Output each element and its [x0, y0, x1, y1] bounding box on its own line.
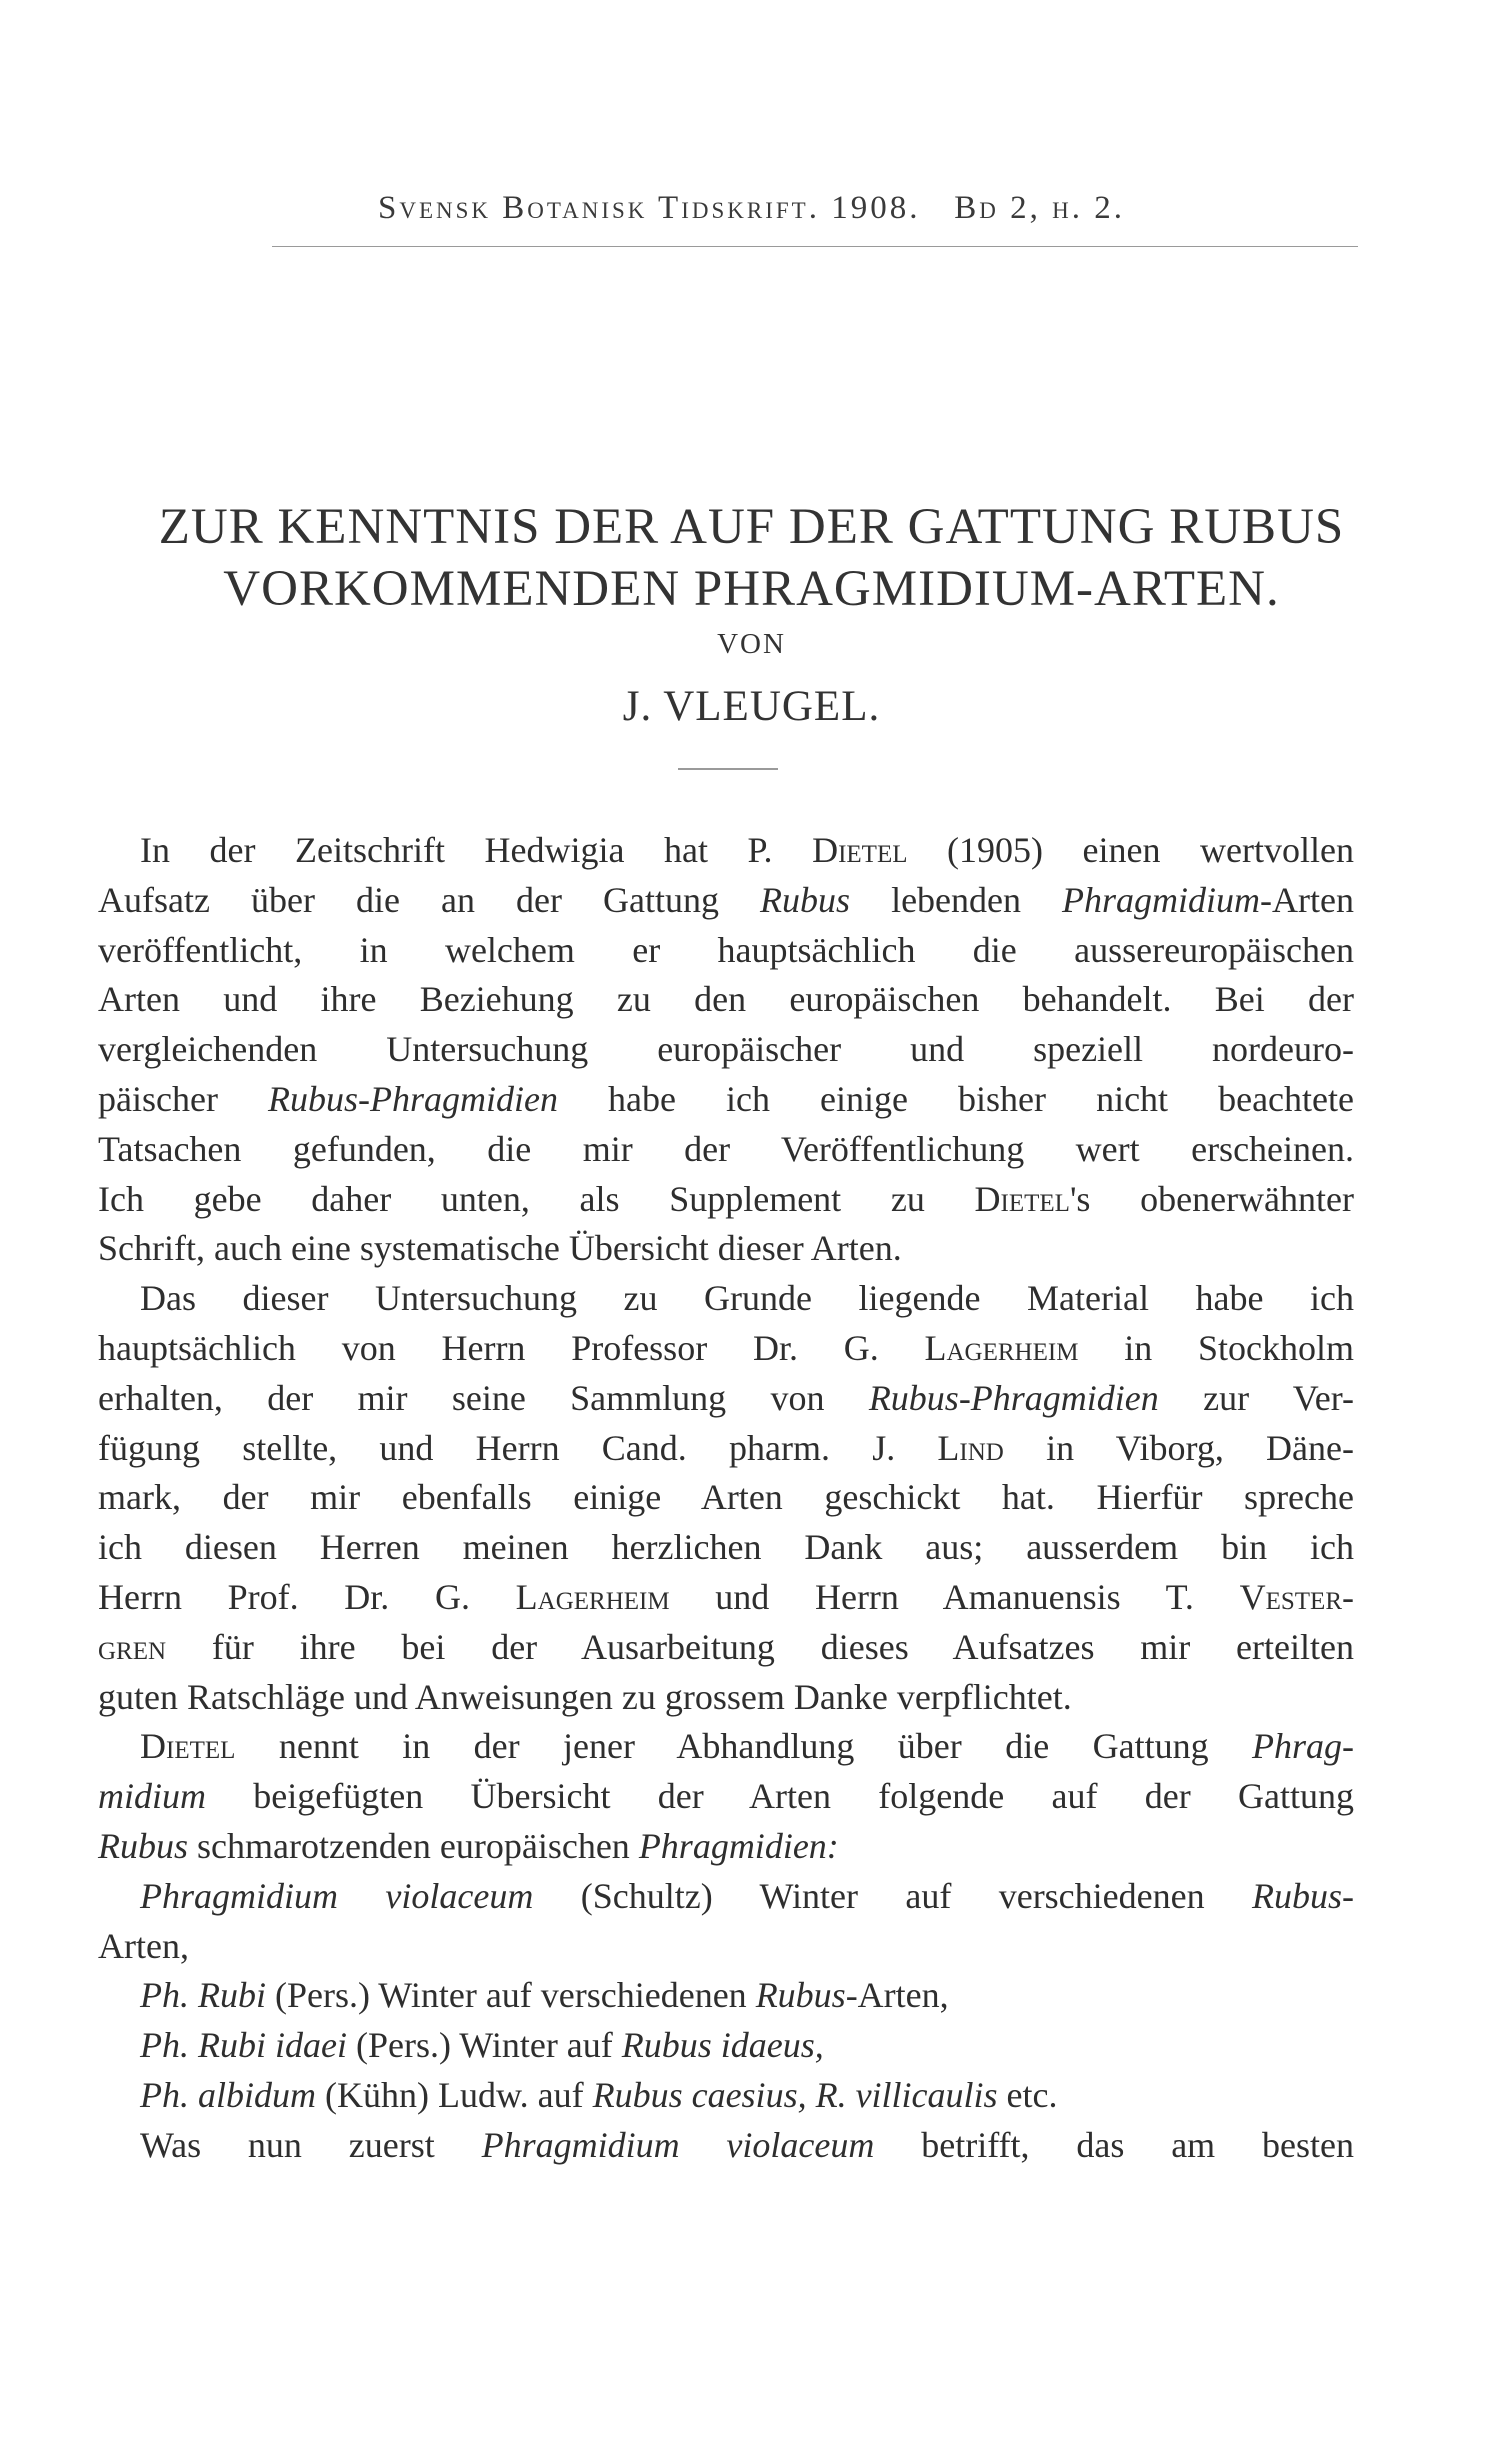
- text-line: mark, der mir ebenfalls einige Arten geschickt hat. Hierfür spreche: [98, 1477, 1354, 1518]
- text-line: ich diesen Herren meinen herzlichen Dank aus; ausserdem bin ich: [98, 1527, 1354, 1568]
- author-ref: Dietel: [974, 1178, 1070, 1219]
- journal-name: Svensk Botanisk Tidskrift.: [378, 190, 820, 226]
- text-line: erhalten, der mir seine Sammlung von Rubus-Phragmidien zur Ver-: [98, 1377, 1354, 1418]
- author-ref: Lagerheim: [515, 1576, 670, 1617]
- title-rule: [678, 768, 778, 770]
- text-line: Das dieser Untersuchung zu Grunde liegende Material habe ich: [140, 1278, 1354, 1319]
- author-ref: Vester-: [1239, 1576, 1354, 1617]
- text-line: veröffentlicht, in welchem er hauptsächlich die aussereuropäischen: [98, 929, 1354, 970]
- text-line: gren für ihre bei der Ausarbeitung dieses Aufsatzes mir erteilten: [98, 1626, 1354, 1667]
- text-line: Dietel nennt in der jener Abhandlung über die Gattung Phrag-: [140, 1726, 1354, 1767]
- header-rule: [272, 246, 1358, 247]
- text-line: Herrn Prof. Dr. G. Lagerheim und Herrn Amanuensis T. Vester-: [98, 1576, 1354, 1617]
- text-line: midium beigefügten Übersicht der Arten folgende auf der Gattung: [98, 1776, 1354, 1817]
- text-line: fügung stellte, und Herrn Cand. pharm. J. Lind in Viborg, Däne-: [98, 1427, 1354, 1468]
- author-name: J. VLEUGEL.: [622, 683, 881, 730]
- text-line: päischer Rubus-Phragmidien habe ich einige bisher nicht beachtete: [98, 1078, 1354, 1119]
- species-entry-cont: Arten,: [98, 1925, 189, 1966]
- journal-volume: Bd 2, h. 2.: [954, 190, 1125, 226]
- title-line-1: ZUR KENNTNIS DER AUF DER GATTUNG RUBUS: [158, 499, 1345, 555]
- article-body: [98, 826, 1354, 2171]
- author-ref: gren: [98, 1626, 167, 1667]
- text-line: In der Zeitschrift Hedwigia hat P. Dietel (1905) einen wertvollen: [140, 830, 1354, 870]
- text-line: Ich gebe daher unten, als Supplement zu Dietel's obenerwähnter: [98, 1178, 1354, 1219]
- species-entry: Ph. Rubi (Pers.) Winter auf verschiedenen Rubus-Arten,: [140, 1975, 949, 2016]
- species-entry: Ph. Rubi idaei (Pers.) Winter auf Rubus idaeus,: [140, 2025, 824, 2066]
- text-line: Tatsachen gefunden, die mir der Veröffentlichung wert erscheinen.: [98, 1128, 1354, 1169]
- species-entry: Ph. albidum (Kühn) Ludw. auf Rubus caesius, R. villicaulis etc.: [140, 2074, 1058, 2115]
- article-title: [0, 496, 1503, 620]
- text-line: hauptsächlich von Herrn Professor Dr. G. Lagerheim in Stockholm: [98, 1327, 1354, 1368]
- text-line: guten Ratschläge und Anweisungen zu grossem Danke verpflichtet.: [98, 1676, 1072, 1717]
- text-line: vergleichenden Untersuchung europäischer und speziell nordeuro-: [98, 1029, 1354, 1070]
- byline-von: VON: [717, 628, 786, 660]
- text-line: Arten und ihre Beziehung zu den europäischen behandelt. Bei der: [98, 979, 1354, 1020]
- text-line: Rubus schmarotzenden europäischen Phragmidien:: [98, 1825, 839, 1866]
- title-line-2: VORKOMMENDEN PHRAGMIDIUM-ARTEN.: [223, 561, 1280, 617]
- text-line: Schrift, auch eine systematische Übersicht dieser Arten.: [98, 1228, 902, 1269]
- text-line: Aufsatz über die an der Gattung Rubus lebenden Phragmidium-Arten: [98, 879, 1355, 920]
- journal-year: 1908.: [831, 190, 921, 226]
- running-header: [0, 190, 1503, 227]
- text-line: Was nun zuerst Phragmidium violaceum betrifft, das am besten: [140, 2124, 1354, 2165]
- author-ref: Lind: [937, 1427, 1004, 1468]
- author-ref: Lagerheim: [924, 1327, 1079, 1368]
- author-ref: Dietel: [812, 830, 908, 870]
- species-entry: Phragmidium violaceum (Schultz) Winter auf verschiedenen Rubus-: [140, 1875, 1354, 1916]
- author-ref: Dietel: [140, 1726, 236, 1767]
